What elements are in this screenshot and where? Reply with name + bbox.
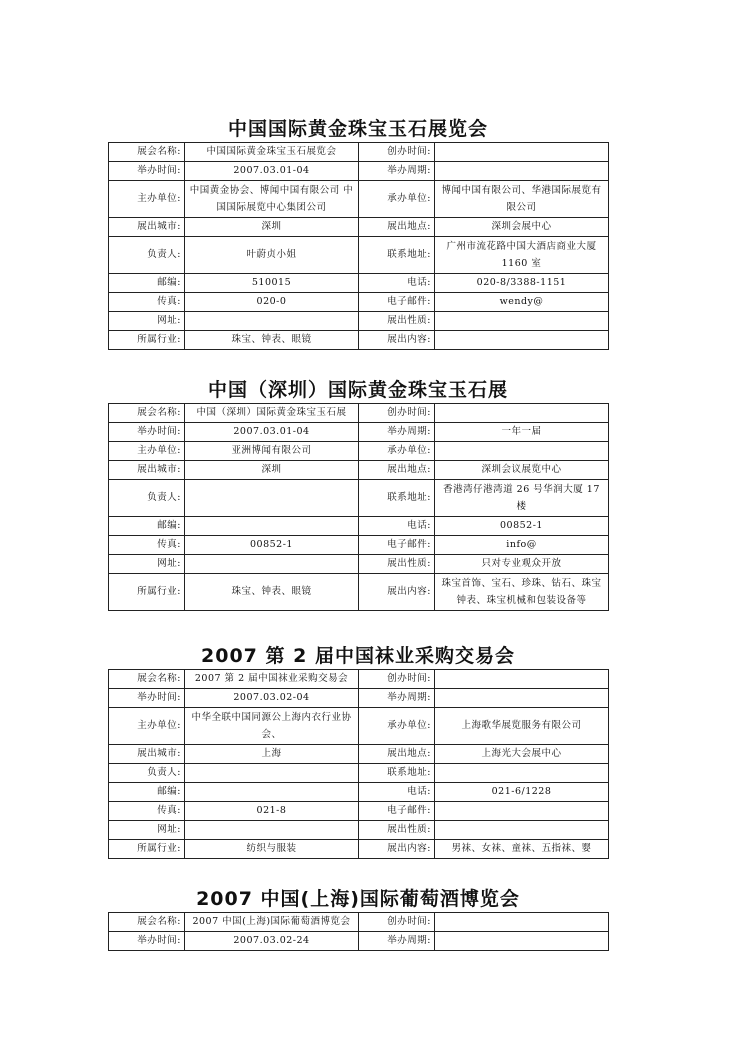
label-cell: 电话: <box>359 517 435 536</box>
label-cell: 举办周期: <box>359 162 435 181</box>
value-cell: 中国黄金协会、博闻中国有限公司 中国国际展览中心集团公司 <box>185 181 359 218</box>
value-cell: 020-0 <box>185 293 359 312</box>
value-cell: 男袜、女袜、童袜、五指袜、婴 <box>435 840 609 859</box>
value-cell: 上海光大会展中心 <box>435 745 609 764</box>
value-cell <box>435 162 609 181</box>
value-cell: 香港湾仔港湾道 26 号华润大厦 17 楼 <box>435 480 609 517</box>
value-cell: 深圳会议展览中心 <box>435 461 609 480</box>
value-cell: 只对专业观众开放 <box>435 555 609 574</box>
value-cell: 深圳 <box>185 461 359 480</box>
label-cell: 邮编: <box>109 274 185 293</box>
value-cell <box>435 143 609 162</box>
value-cell: 叶蔚贞小姐 <box>185 237 359 274</box>
label-cell: 展出内容: <box>359 331 435 350</box>
value-cell: 博闻中国有限公司、华港国际展览有限公司 <box>435 181 609 218</box>
expo-title: 中国（深圳）国际黄金珠宝玉石展 <box>207 379 508 401</box>
value-cell: 00852-1 <box>435 517 609 536</box>
label-cell: 展出性质: <box>359 555 435 574</box>
value-cell <box>435 821 609 840</box>
label-cell: 举办时间: <box>109 932 185 951</box>
label-cell: 展出性质: <box>359 312 435 331</box>
label-cell: 展出地点: <box>359 461 435 480</box>
value-cell <box>435 331 609 350</box>
value-cell: 珠宝、钟表、眼镜 <box>185 331 359 350</box>
label-cell: 承办单位: <box>359 442 435 461</box>
expo-info-table <box>108 912 609 951</box>
value-cell: 2007.03.02-24 <box>185 932 359 951</box>
label-cell: 网址: <box>109 821 185 840</box>
label-cell: 电子邮件: <box>359 536 435 555</box>
label-cell: 网址: <box>109 312 185 331</box>
value-cell: 2007.03.01-04 <box>185 423 359 442</box>
value-cell <box>185 764 359 783</box>
value-cell <box>185 783 359 802</box>
label-cell: 创办时间: <box>359 670 435 689</box>
value-cell: 510015 <box>185 274 359 293</box>
label-cell: 负责人: <box>109 237 185 274</box>
expo-section-2 <box>108 377 608 611</box>
value-cell: 广州市流花路中国大酒店商业大厦 1160 室 <box>435 237 609 274</box>
label-cell: 所属行业: <box>109 331 185 350</box>
label-cell: 创办时间: <box>359 404 435 423</box>
label-cell: 举办时间: <box>109 423 185 442</box>
label-cell: 创办时间: <box>359 913 435 932</box>
value-cell: 2007 第 2 届中国袜业采购交易会 <box>185 670 359 689</box>
label-cell: 举办周期: <box>359 932 435 951</box>
value-cell <box>185 480 359 517</box>
value-cell: 中国（深圳）国际黄金珠宝玉石展 <box>185 404 359 423</box>
value-cell <box>435 764 609 783</box>
value-cell: 2007 中国(上海)国际葡萄酒博览会 <box>185 913 359 932</box>
label-cell: 展出内容: <box>359 574 435 611</box>
value-cell: 中国国际黄金珠宝玉石展览会 <box>185 143 359 162</box>
label-cell: 联系地址: <box>359 764 435 783</box>
value-cell <box>435 689 609 708</box>
value-cell: info@ <box>435 536 609 555</box>
label-cell: 负责人: <box>109 764 185 783</box>
label-cell: 展会名称: <box>109 143 185 162</box>
value-cell <box>435 802 609 821</box>
value-cell <box>435 404 609 423</box>
label-cell: 展出地点: <box>359 218 435 237</box>
label-cell: 举办周期: <box>359 689 435 708</box>
value-cell: 2007.03.01-04 <box>185 162 359 181</box>
label-cell: 邮编: <box>109 783 185 802</box>
label-cell: 电子邮件: <box>359 802 435 821</box>
label-cell: 展会名称: <box>109 913 185 932</box>
label-cell: 传真: <box>109 293 185 312</box>
value-cell: 纺织与服装 <box>185 840 359 859</box>
value-cell <box>435 670 609 689</box>
label-cell: 承办单位: <box>359 708 435 745</box>
value-cell: 021-6/1228 <box>435 783 609 802</box>
label-cell: 举办时间: <box>109 689 185 708</box>
value-cell <box>185 312 359 331</box>
expo-info-table <box>108 403 609 611</box>
label-cell: 展出城市: <box>109 745 185 764</box>
value-cell: 珠宝首饰、宝石、珍珠、钻石、珠宝钟表、珠宝机械和包装设备等 <box>435 574 609 611</box>
label-cell: 展出性质: <box>359 821 435 840</box>
value-cell <box>185 517 359 536</box>
value-cell <box>185 555 359 574</box>
label-cell: 展出城市: <box>109 461 185 480</box>
value-cell: 00852-1 <box>185 536 359 555</box>
value-cell: 020-8/3388-1151 <box>435 274 609 293</box>
label-cell: 电话: <box>359 783 435 802</box>
label-cell: 主办单位: <box>109 442 185 461</box>
expo-section-3 <box>108 643 608 859</box>
value-cell <box>435 312 609 331</box>
expo-info-table <box>108 669 609 859</box>
value-cell: wendy@ <box>435 293 609 312</box>
expo-title: 中国国际黄金珠宝玉石展览会 <box>227 118 488 140</box>
label-cell: 所属行业: <box>109 574 185 611</box>
label-cell: 电话: <box>359 274 435 293</box>
value-cell: 021-8 <box>185 802 359 821</box>
label-cell: 负责人: <box>109 480 185 517</box>
label-cell: 展出内容: <box>359 840 435 859</box>
label-cell: 举办时间: <box>109 162 185 181</box>
value-cell: 2007.03.02-04 <box>185 689 359 708</box>
label-cell: 主办单位: <box>109 708 185 745</box>
value-cell: 一年一届 <box>435 423 609 442</box>
label-cell: 电子邮件: <box>359 293 435 312</box>
label-cell: 所属行业: <box>109 840 185 859</box>
label-cell: 展出城市: <box>109 218 185 237</box>
value-cell <box>435 913 609 932</box>
value-cell: 中华全联中国同源公上海内衣行业协会、 <box>185 708 359 745</box>
value-cell: 深圳会展中心 <box>435 218 609 237</box>
label-cell: 邮编: <box>109 517 185 536</box>
value-cell: 上海 <box>185 745 359 764</box>
value-cell: 深圳 <box>185 218 359 237</box>
label-cell: 网址: <box>109 555 185 574</box>
expo-title: 2007 中国(上海)国际葡萄酒博览会 <box>196 888 520 910</box>
label-cell: 举办周期: <box>359 423 435 442</box>
value-cell <box>185 821 359 840</box>
label-cell: 联系地址: <box>359 480 435 517</box>
label-cell: 展出地点: <box>359 745 435 764</box>
expo-info-table <box>108 142 609 350</box>
label-cell: 传真: <box>109 536 185 555</box>
expo-section-1 <box>108 116 608 350</box>
label-cell: 联系地址: <box>359 237 435 274</box>
label-cell: 展会名称: <box>109 670 185 689</box>
expo-title: 2007 第 2 届中国袜业采购交易会 <box>201 645 515 667</box>
label-cell: 传真: <box>109 802 185 821</box>
label-cell: 承办单位: <box>359 181 435 218</box>
label-cell: 创办时间: <box>359 143 435 162</box>
value-cell: 珠宝、钟表、眼镜 <box>185 574 359 611</box>
label-cell: 主办单位: <box>109 181 185 218</box>
label-cell: 展会名称: <box>109 404 185 423</box>
value-cell: 亚洲博闻有限公司 <box>185 442 359 461</box>
expo-section-4 <box>108 886 608 951</box>
value-cell <box>435 932 609 951</box>
value-cell <box>435 442 609 461</box>
value-cell: 上海歌华展览服务有限公司 <box>435 708 609 745</box>
